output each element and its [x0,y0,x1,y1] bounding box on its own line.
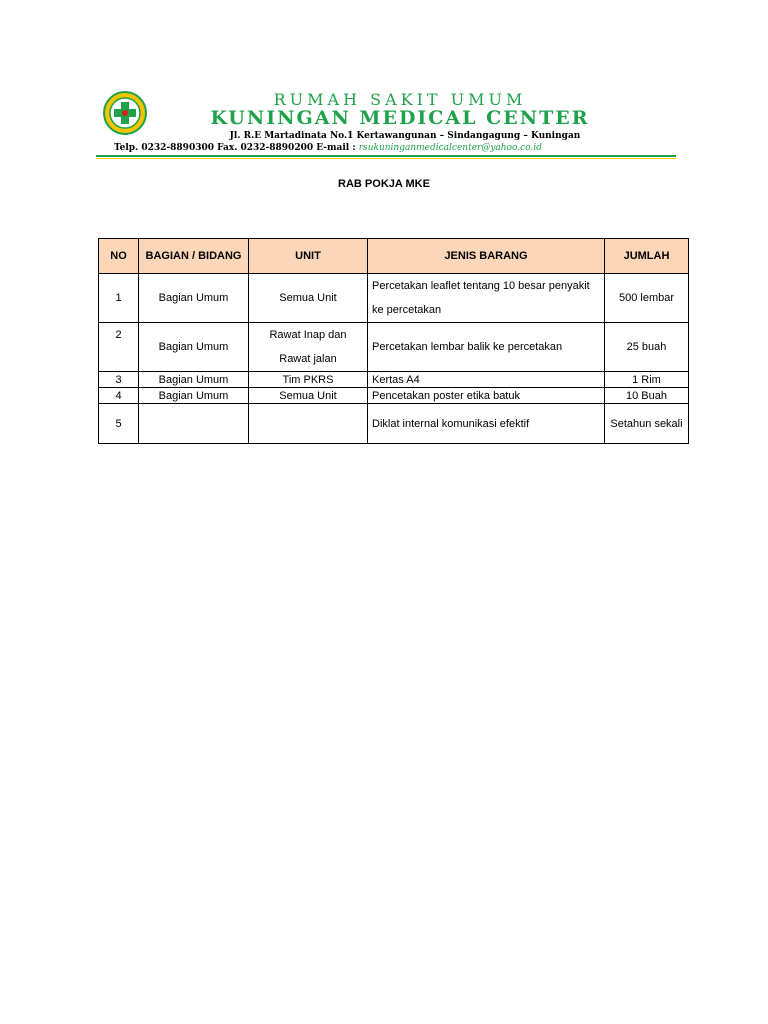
header-jenis-barang: JENIS BARANG [368,239,605,274]
letterhead-divider-green [96,155,676,157]
header-jumlah: JUMLAH [605,239,689,274]
table-header-row [99,239,689,274]
cell-no: 3 [99,372,139,388]
cell-jumlah: 500 lembar [605,274,689,323]
table-row [99,274,689,323]
table-row [99,372,689,388]
header-bagian: BAGIAN / BIDANG [139,239,249,274]
cell-unit: Tim PKRS [249,372,368,388]
letterhead-hospital-type: RUMAH SAKIT UMUM [273,90,527,109]
letterhead-phone-fax: Telp. 0232-8890300 Fax. 0232-8890200 E-mail : [114,143,359,153]
cell-jenis-barang: Diklat internal komunikasi efektif [368,404,605,444]
cell-jenis-barang: Pencetakan poster etika batuk [368,388,605,404]
cell-bagian [139,404,249,444]
letterhead-divider-yellow [96,158,676,159]
cell-bagian: Bagian Umum [139,372,249,388]
cell-unit [249,404,368,444]
cell-jumlah: 1 Rim [605,372,689,388]
cell-no: 2 [99,323,139,372]
table-row [99,323,689,372]
cell-jenis-barang: Percetakan lembar balik ke percetakan [368,323,605,372]
table-row [99,404,689,444]
hospital-cross-logo [103,91,147,135]
letterhead-contact [100,143,714,153]
header-no: NO [99,239,139,274]
cell-no: 1 [99,274,139,323]
header-unit: UNIT [249,239,368,274]
cell-unit: Rawat Inap dan Rawat jalan [249,323,368,372]
cell-bagian: Bagian Umum [139,274,249,323]
cell-jenis-barang: Percetakan leaflet tentang 10 besar penyakit ke percetakan [368,274,605,323]
letterhead-address: Jl. R.E Martadinata No.1 Kertawangunan – Sindangagung – Kuningan [229,131,581,141]
cell-bagian: Bagian Umum [139,323,249,372]
document-title: RAB POKJA MKE [338,178,430,190]
cell-jumlah: 25 buah [605,323,689,372]
cell-no: 5 [99,404,139,444]
cell-jumlah: 10 Buah [605,388,689,404]
cell-jumlah: Setahun sekali [605,404,689,444]
letterhead-email-link[interactable]: rsukuninganmedicalcenter@yahoo.co.id [358,143,542,153]
cell-bagian: Bagian Umum [139,388,249,404]
letterhead-hospital-name: KUNINGAN MEDICAL CENTER [210,107,590,129]
cell-no: 4 [99,388,139,404]
cell-unit: Semua Unit [249,388,368,404]
cell-jenis-barang: Kertas A4 [368,372,605,388]
cell-unit: Semua Unit [249,274,368,323]
rab-table [98,238,689,444]
table-row [99,388,689,404]
